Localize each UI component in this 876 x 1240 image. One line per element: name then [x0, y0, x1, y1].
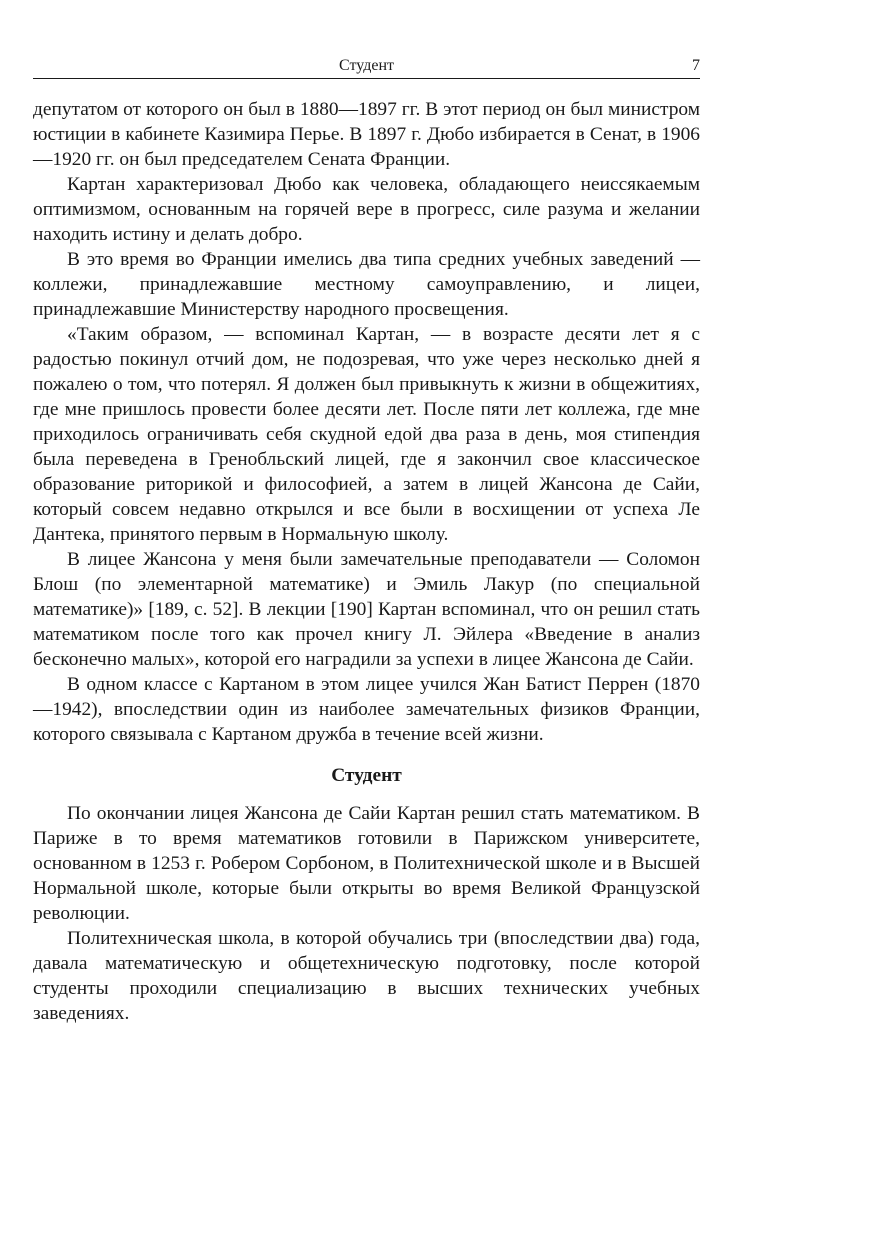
- book-page: [33, 54, 700, 1026]
- page-number: 7: [692, 57, 700, 74]
- paragraph: «Таким образом, — вспоминал Картан, — в возрасте десяти лет я с радостью покинул отчий дом, не подозревая, что уже через несколько дней я пожалею о том, что потерял. Я должен был привыкнуть к жизни в общежитиях, где мне пришлось провести более десяти лет. После пяти лет коллежа, где мне приходилось ограничивать себя скудной едой два раза в день, моя стипендия была переведена в Гренобльский лицей, где я закончил свое классическое образование риторикой и философией, а затем в лицей Жансона де Сайи, который совсем недавно открылся и все были в восхищении от успеха Ле Дантека, принятого первым в Нормальную школу.: [33, 324, 700, 545]
- paragraph: Картан характеризовал Дюбо как человека, обладающего неиссякаемым оптимизмом, основанным на горячей вере в прогресс, силе разума и желании находить истину и делать добро.: [33, 174, 700, 245]
- body-text: [33, 97, 700, 1026]
- paragraph: Политехническая школа, в которой обучались три (впоследствии два) года, давала математическую и общетехническую подготовку, после которой студенты проходили специализацию в высших технических учебных заведениях.: [33, 928, 700, 1024]
- paragraph: В одном классе с Картаном в этом лицее учился Жан Батист Перрен (1870—1942), впоследствии один из наиболее замечательных физиков Франции, которого связывала с Картаном дружба в течение всей жизни.: [33, 674, 700, 745]
- section-heading: Студент: [331, 765, 402, 786]
- paragraph: По окончании лицея Жансона де Сайи Картан решил стать математиком. В Париже в то время математиков готовили в Парижском университете, основанном в 1253 г. Робером Сорбоном, в Политехнической школе и в Высшей Нормальной школе, которые были открыты во время Великой Французской революции.: [33, 803, 700, 924]
- running-title: Студент: [338, 57, 395, 74]
- paragraph: В лицее Жансона у меня были замечательные преподаватели — Соломон Блош (по элементарной математике) и Эмиль Лакур (по специальной математике)» [189, с. 52]. В лекции [190] Картан вспоминал, что он решил стать математиком после того как прочел книгу Л. Эйлера «Введение в анализ бесконечно малых», которой его наградили за успехи в лицее Жансона де Сайи.: [33, 549, 700, 670]
- paragraph: депутатом от которого он был в 1880—1897 гг. В этот период он был министром юстиции в кабинете Казимира Перье. В 1897 г. Дюбо избирается в Сенат, в 1906—1920 гг. он был председателем Сената Франции.: [33, 99, 700, 170]
- paragraph: В это время во Франции имелись два типа средних учебных заведений — коллежи, принадлежавшие местному самоуправлению, и лицеи, принадлежавшие Министерству народного просвещения.: [33, 249, 700, 320]
- running-header: [33, 54, 700, 79]
